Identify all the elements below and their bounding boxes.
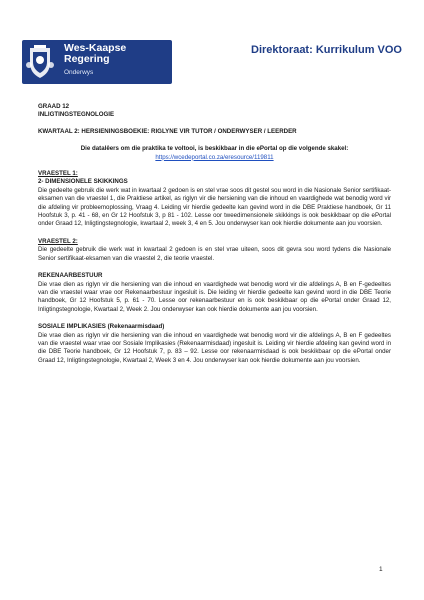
paper2-body: Die gedeelte gebruik die werk wat in kwartaal 2 gedoen is en stel vrae uiteen, soos dit gevra sou word tydens die Nasionale Senior sertifikaat-eksamen van die vraestel 2, die teorie vraestel. xyxy=(38,246,391,262)
grade-label: GRAAD 12 xyxy=(38,103,70,110)
page-number: 1 xyxy=(379,566,383,573)
page-header xyxy=(22,40,402,84)
subject-label: INLIGTINGSTEGNOLOGIE xyxy=(38,111,115,119)
computer-management-heading: REKENAARBESTUUR xyxy=(38,272,103,280)
portal-link-row xyxy=(38,154,391,162)
portal-link[interactable]: https://wcedeportal.co.za/eresource/119811 xyxy=(155,153,274,161)
document-body xyxy=(38,103,391,365)
paper1-subheading: 2- DIMENSIONELE SKIKKINGS xyxy=(38,178,128,186)
social-implications-heading: SOSIALE IMPLIKASIES (Rekenaarmisdaad) xyxy=(38,323,165,331)
computer-management-body: Die vrae dien as riglyn vir die hersiening van die inhoud en vaardighede wat benodig word vir die afdelings A, B en F-gedeeltes van die vraestel waar vrae oor Rekenaarbestuur ingesluit is. Die leiding vir hierdie gedeelte kan gevind word in die DBE Teorie handboek, Gr 12 Hoofstuk 5, p. 61 - 70. Lesse oor rekenaarbestuur en is ook beskikbaar op die ePortal onder Graad 12, Inligtingstegnologie, Kwartaal 2, Week 2. Jou onderwyser kan ook hierdie dokumente aan jou voorsien. xyxy=(38,280,391,313)
paper1-heading: VRAESTEL 1: xyxy=(38,170,78,178)
coat-of-arms-icon xyxy=(25,43,55,81)
term-title: KWARTAAL 2: HERSIENINGSBOEKIE: RIGLYNE VIR TUTOR / ONDERWYSER / LEERDER xyxy=(38,127,297,135)
paper1-body: Die gedeelte gebruik die werk wat in kwartaal 2 gedoen is en stel vrae soos dit gestel sou word in die Nasionale Senior sertifikaat-eksamen van die vraestel 1, die Praktiese artikel, as riglyn vir die hersiening van die inhoud en vaardighede wat benodig word vir die afdeling vir probleemoplossing, Vraag 4. Leiding vir hierdie gedeelte kan gevind word in die DBE Praktiese handboek, Gr 11 Hoofstuk 3, p. 41 - 68, en Gr 12 Hoofstuk 3, p 81 - 102. Lesse oor tweedimensionele skikkings is ook beskikbaar op die ePortal onder Graad 12, Inligtingstegnologie, kwartaal 2, week 3, 4 en 5. Jou onderwyser kan ook hierdie dokumente aan jou voorsien. xyxy=(38,186,391,228)
logo-department: Onderwys xyxy=(64,69,94,76)
wcg-logo xyxy=(22,40,172,84)
portal-note: Die datalêers om die praktika te voltooi, is beskikbaar in die ePortal op die volgende skakel: xyxy=(80,145,349,153)
directorate-title: Direktoraat: Kurrikulum VOO xyxy=(251,44,402,56)
social-implications-body: Die vrae dien as riglyn vir die hersiening van die inhoud en vaardighede wat benodig word vir die afdelings A, B en F gedeeltes van die vraestel waar vrae oor Sosiale Implikasies (Rekenaarmisdaad) ingesluit is. Leiding vir hierdie afdeling kan gevind word in die DBE Teorie handboek, Gr 12 Hoofstuk 7, p. 83 – 92. Lesse oor rekenaarmisdaad is ook beskikbaar op die ePortal onder Graad 12, Inligtingstegnologie, Kwartaal 2, Week 3 en 4. Jou onderwyser kan ook hierdie dokumente aan jou voorsien. xyxy=(38,331,391,364)
paper2-heading: VRAESTEL 2: xyxy=(38,237,78,245)
logo-wordmark: Wes-Kaapse Regering xyxy=(64,42,127,65)
